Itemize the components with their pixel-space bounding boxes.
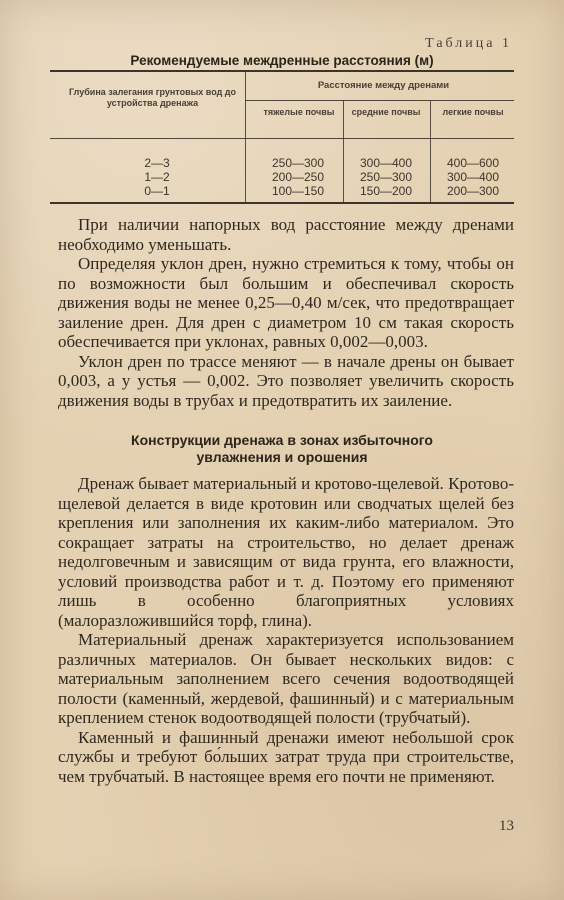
- body-text-upper: [58, 215, 514, 410]
- section-heading-line: увлажнения и орошения: [196, 449, 368, 465]
- drain-spacing-table: [50, 70, 514, 204]
- table-cell-light: 200—300: [446, 184, 500, 198]
- table-header-rule: [50, 138, 514, 139]
- paragraph: Материальный дренаж характеризуется использованием различных материалов. Он бывает нескольких видов: с материальным заполнением всего сечения водоотводящей полости (каменный, жердевой, фашинный) и с материальным креплением стенок водоотводящей полости (трубчатый).: [58, 630, 514, 727]
- table-number: Таблица 1: [425, 36, 512, 51]
- table-header-distance: Расстояние между дренами: [317, 80, 450, 91]
- table-row-depth: 0—1: [144, 184, 170, 198]
- table-row-depth: 2—3: [144, 156, 170, 170]
- paragraph: Определяя уклон дрен, нужно стремиться к тому, чтобы он по возможности был большим и обеспечивал скорость движения воды не менее 0,25—0,40 м/сек, что предотвращает заиление дрен. Для дрен с диаметром 10 см такая скорость обеспечивается при уклонах, равных 0,002—0,003.: [58, 254, 514, 351]
- body-text-lower: [58, 474, 514, 786]
- table-cell-heavy: 200—250: [271, 170, 325, 184]
- section-heading: [56, 432, 508, 466]
- table-cell-medium: 150—200: [359, 184, 413, 198]
- table-cell-heavy: 250—300: [271, 156, 325, 170]
- table-cell-heavy: 100—150: [271, 184, 325, 198]
- paragraph: При наличии напорных вод расстояние между дренами необходимо уменьшать.: [58, 215, 514, 254]
- table-cell-medium: 300—400: [359, 156, 413, 170]
- paragraph: Уклон дрен по трассе меняют — в начале дрены он бывает 0,003, а у устья — 0,002. Это позволяет увеличить скорость движения воды в трубах и предотвратить их заиление.: [58, 351, 514, 410]
- table-vertical-rule: [245, 72, 246, 202]
- table-header-medium-soils: средние почвы: [351, 107, 421, 117]
- paragraph: Дренаж бывает материальный и кротово-щелевой. Кротово-щелевой делается в виде кротовин или сводчатых щелей без крепления или заполнения их каким-либо материалом. Это сокращает затраты на строительство, но делает дренаж недолговечным и зависящим от вида грунта, его влажности, условий производства работ и т. д. Поэтому его применяют лишь в особенно благоприятных условиях (малоразложившийся торф, глина).: [58, 474, 514, 630]
- table-header-heavy-soils: тяжелые почвы: [263, 107, 335, 117]
- table-row-depth: 1—2: [144, 170, 170, 184]
- table-title: Рекомендуемые междренные расстояния (м): [130, 53, 434, 68]
- paragraph: Каменный и фашинный дренажи имеют небольшой срок службы и требуют бо́льших затрат труда при строительстве, чем трубчатый. В настоящее время его почти не применяют.: [58, 727, 514, 786]
- table-header-depth: Глубина залегания грунтовых вод до устройства дренажа: [68, 87, 237, 108]
- table-subheader-rule: [245, 100, 514, 101]
- section-heading-line: Конструкции дренажа в зонах избыточного: [131, 432, 433, 448]
- table-cell-light: 300—400: [446, 170, 500, 184]
- table-cell-light: 400—600: [446, 156, 500, 170]
- page-number: 13: [499, 818, 514, 834]
- table-cell-medium: 250—300: [359, 170, 413, 184]
- table-header-light-soils: легкие почвы: [442, 107, 504, 117]
